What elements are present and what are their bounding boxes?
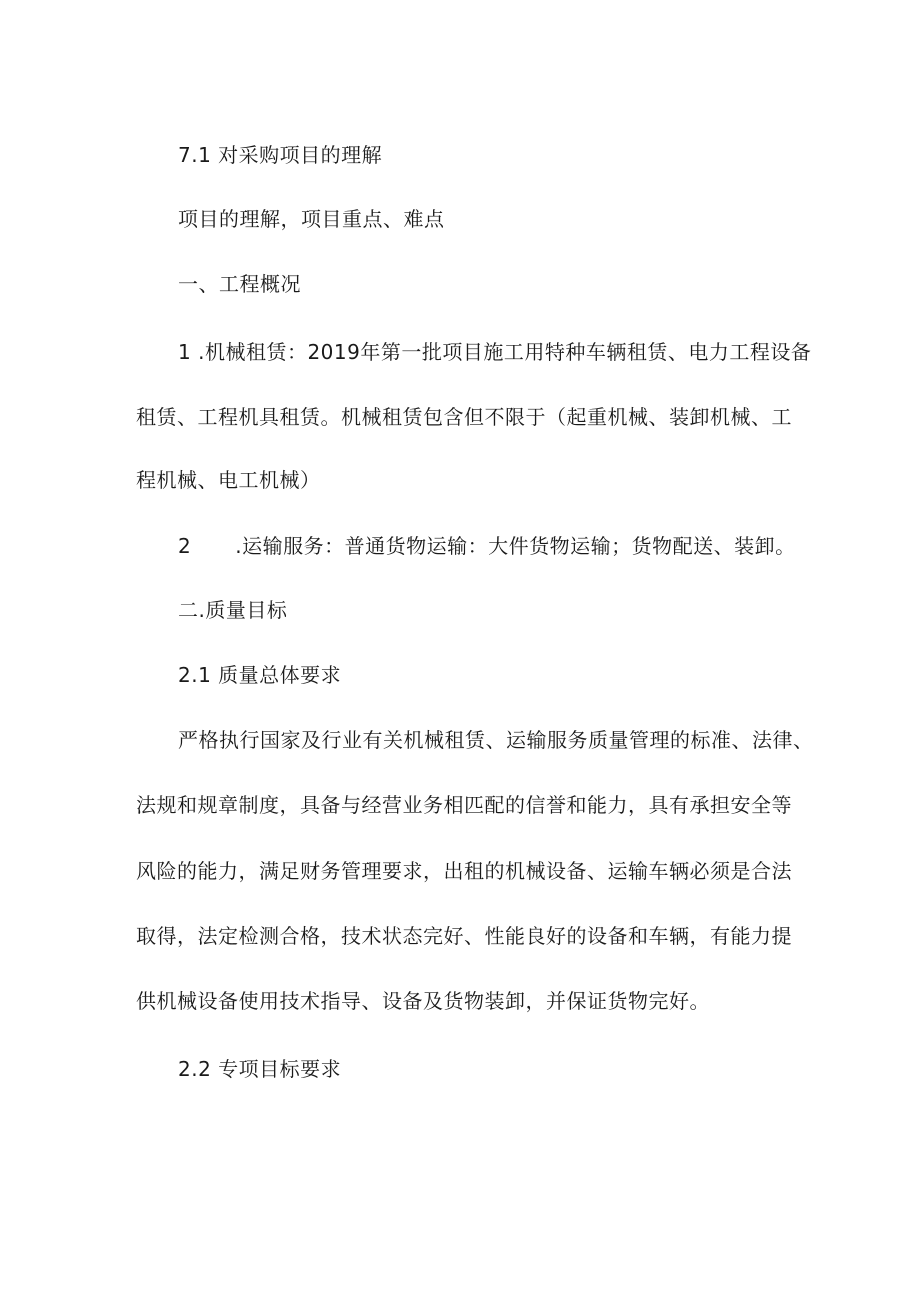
quality-heading: 二.质量目标 (178, 598, 288, 622)
item-2-number: 2 (178, 534, 192, 558)
item-1-number: 1 (178, 340, 192, 364)
item-1-line-1 (178, 340, 811, 364)
overview-heading: 一、工程概况 (178, 272, 301, 296)
paragraph-line-1: 严格执行国家及行业有关机械租赁、运输服务质量管理的标准、法律、 (178, 728, 814, 752)
item-1-line-3: 程机械、电工机械） (136, 468, 321, 492)
item-2-text: .运输服务：普通货物运输：大件货物运输；货物配送、装卸。 (235, 534, 796, 558)
paragraph-line-2: 法规和规章制度，具备与经营业务相匹配的信誉和能力，具有承担安全等 (136, 793, 792, 817)
item-1-line-2: 租赁、工程机具租赁。机械租赁包含但不限于（起重机械、装卸机械、工 (136, 405, 792, 429)
section-heading-7-1: 7.1 对采购项目的理解 (178, 143, 383, 167)
understanding-line: 项目的理解，项目重点、难点 (178, 207, 445, 231)
paragraph-line-3: 风险的能力，满足财务管理要求，出租的机械设备、运输车辆必须是合法 (136, 859, 792, 883)
section-heading-2-2: 2.2 专项目标要求 (178, 1057, 342, 1081)
item-2-line (178, 534, 796, 558)
paragraph-line-5: 供机械设备使用技术指导、设备及货物装卸，并保证货物完好。 (136, 989, 710, 1013)
item-1-text: .机械租赁：2019年第一批项目施工用特种车辆租赁、电力工程设备 (198, 340, 812, 364)
paragraph-line-4: 取得，法定检测合格，技术状态完好、性能良好的设备和车辆，有能力提 (136, 924, 792, 948)
section-heading-2-1: 2.1 质量总体要求 (178, 663, 342, 687)
